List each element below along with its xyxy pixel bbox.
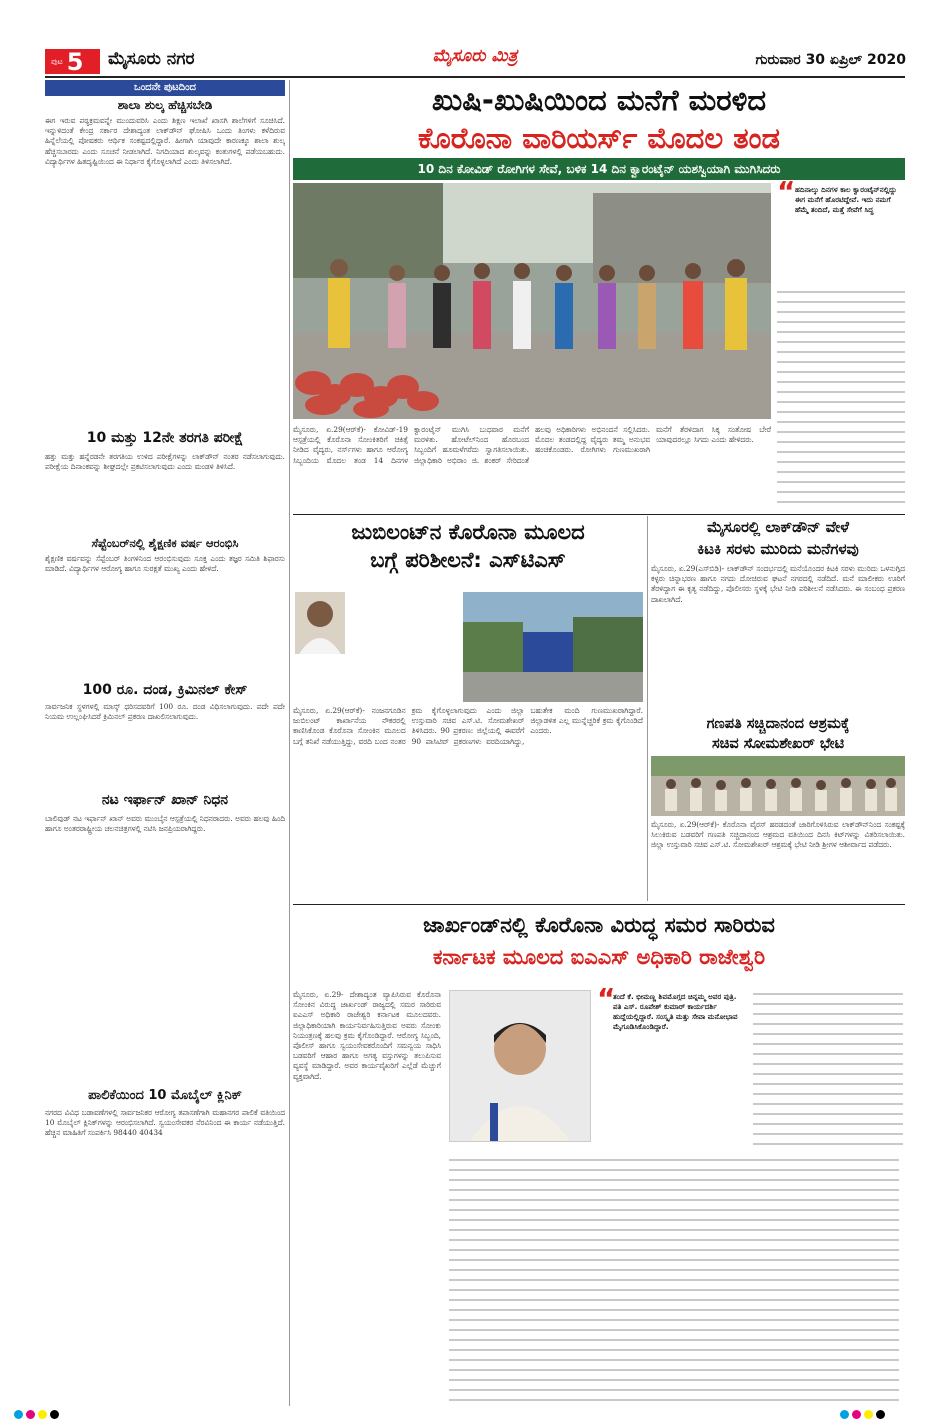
story-body: ಈಗ ಇರುವ ಪಠ್ಯಕ್ರಮವನ್ನೇ ಮುಂದುವರಿಸಿ ಎಂದು ಶಿಕ್ಷಣ ಇಲಾಖೆ ಖಾಸಗಿ ಶಾಲೆಗಳಿಗೆ ಸೂಚಿಸಿದೆ. ಇನ್ನುಳಿದಂತೆ ಕೇಂದ್ರ ಸರ್ಕಾರ ದೇಶಾದ್ಯಂತ ಲಾಕ್‌ಡೌನ್ ಘೋಷಿಸಿ ಒಂದು ತಿಂಗಳು ಕಳೆದಿರುವ ಹಿನ್ನೆಲೆಯಲ್ಲಿ ಪೋಷಕರು ಆರ್ಥಿಕ ಸಂಕಷ್ಟದಲ್ಲಿದ್ದಾರೆ. ಹೀಗಾಗಿ ಯಾವುದೇ ಕಾರಣಕ್ಕೂ ಶಾಲಾ ಶುಲ್ಕ ಹೆಚ್ಚಿಸಬಾರದು ಎಂದು ಸೂಚನೆ ನೀಡಲಾಗಿದೆ. ನಿಗದಿಯಾದ ಶುಲ್ಕವನ್ನು ಕಂತುಗಳಲ್ಲಿ ಪಡೆಯಬಹುದು. ವಿದ್ಯಾರ್ಥಿಗಳ ಹಿತದೃಷ್ಟಿಯಿಂದ ಈ ನಿರ್ಧಾರ ಕೈಗೊಳ್ಳಲಾಗಿದೆ ಎಂದು ತಿಳಿಸಲಾಗಿದೆ.	[45, 116, 285, 166]
story-title: 100 ರೂ. ದಂಡ, ಕ್ರಿಮಿನಲ್ ಕೇಸ್	[82, 682, 248, 698]
ias-story-body: ಮೈಸೂರು, ಏ.29- ದೇಶಾದ್ಯಂತ ವ್ಯಾಪಿಸಿರುವ ಕೊರೊನಾ ಸೋಂಕಿನ ವಿರುದ್ಧ ಜಾರ್ಖಂಡ್ ರಾಜ್ಯದಲ್ಲಿ ಸಮರ ಸಾರಿರುವ ಐಎಎಸ್ ಅಧಿಕಾರಿ ರಾಜೇಶ್ವರಿ ಕರ್ನಾಟಕ ಮೂಲದವರು. ಜಿಲ್ಲಾಧಿಕಾರಿಯಾಗಿ ಕಾರ್ಯನಿರ್ವಹಿಸುತ್ತಿರುವ ಅವರು ಸೋಂಕು ನಿಯಂತ್ರಣಕ್ಕೆ ಹಲವು ಕ್ರಮ ಕೈಗೊಂಡಿದ್ದಾರೆ. ಆರೋಗ್ಯ ಸಿಬ್ಬಂದಿ, ಪೊಲೀಸ್ ಹಾಗೂ ಸ್ವಯಂಸೇವಕರೊಂದಿಗೆ ಸಮನ್ವಯ ಸಾಧಿಸಿ ಬಡವರಿಗೆ ಆಹಾರ ಹಾಗೂ ಅಗತ್ಯ ವಸ್ತುಗಳನ್ನು ತಲುಪಿಸುವ ವ್ಯವಸ್ಥೆ ಮಾಡಿದ್ದಾರೆ. ಅವರ ಕಾರ್ಯವೈಖರಿಗೆ ಎಲ್ಲೆಡೆ ಮೆಚ್ಚುಗೆ ವ್ಯಕ್ತವಾಗಿದೆ.	[293, 990, 441, 1081]
jubilant-factory-photo	[463, 592, 643, 702]
lead-story-body: ಮೈಸೂರು, ಏ.29(ಆರ್‌ಕೆ)- ಕೋವಿಡ್-19 ಆಸ್ಪತ್ರೆಯಲ್ಲಿ ಕೊರೊನಾ ಸೋಂಕಿತರಿಗೆ ಚಿಕಿತ್ಸೆ ನೀಡಿದ ವೈದ್ಯರು, ನರ್ಸ್‌ಗಳು ಹಾಗೂ ಆರೋಗ್ಯ ಸಿಬ್ಬಂದಿಯ ಮೊದಲ ತಂಡ 14 ದಿನಗಳ ಕ್ವಾರಂಟೈನ್ ಮುಗಿಸಿ ಬುಧವಾರ ಮನೆಗೆ ಮರಳಿತು. ಹೋಟೆಲ್‌ನಿಂದ ಹೊರಬಂದ ಸಿಬ್ಬಂದಿಗೆ ಹೂಮಳೆಗರೆದು ಸ್ವಾಗತಿಸಲಾಯಿತು. ಜಿಲ್ಲಾಧಿಕಾರಿ ಅಭಿರಾಂ ಜಿ. ಶಂಕರ್ ಸೇರಿದಂತೆ ಹಲವು ಅಧಿಕಾರಿಗಳು ಅಭಿನಂದನೆ ಸಲ್ಲಿಸಿದರು. ಮೊದಲ ತಂಡದಲ್ಲಿದ್ದ ವೈದ್ಯರು ತಮ್ಮ ಅನುಭವ ಹಂಚಿಕೊಂಡರು. ರೋಗಿಗಳು ಗುಣಮುಖರಾಗಿ ಮನೆಗೆ ತೆರಳಿದಾಗ ಸಿಕ್ಕ ಸಂತೋಷ ಬೇರೆ ಯಾವುದರಲ್ಲೂ ಸಿಗದು ಎಂದು ಹೇಳಿದರು.	[293, 425, 771, 465]
story-body: ಸಾರ್ವಜನಿಕ ಸ್ಥಳಗಳಲ್ಲಿ ಮಾಸ್ಕ್ ಧರಿಸದವರಿಗೆ 100 ರೂ. ದಂಡ ವಿಧಿಸಲಾಗುವುದು. ಪದೇ ಪದೇ ನಿಯಮ ಉಲ್ಲಂಘಿಸಿದರೆ ಕ್ರಿಮಿನಲ್ ಪ್ರಕರಣ ದಾಖಲಿಸಲಾಗುವುದು.	[45, 702, 285, 722]
theft-story-body: ಮೈಸೂರು, ಏ.29(ಎಸ್‌ಬಿಡಿ)- ಲಾಕ್‌ಡೌನ್ ಸಂದರ್ಭದಲ್ಲಿ ಮನೆಯೊಂದರ ಕಿಟಕಿ ಸರಳು ಮುರಿದು ಒಳನುಗ್ಗಿದ ಕಳ್ಳರು ಚಿನ್ನಾಭರಣ ಹಾಗೂ ನಗದು ದೋಚಿರುವ ಘಟನೆ ನಗರದಲ್ಲಿ ನಡೆದಿದೆ. ಮನೆ ಮಾಲೀಕರು ಊರಿಗೆ ತೆರಳಿದ್ದಾಗ ಈ ಕೃತ್ಯ ನಡೆದಿದ್ದು, ಪೊಲೀಸರು ಸ್ಥಳಕ್ಕೆ ಭೇಟಿ ನೀಡಿ ಪರಿಶೀಲನೆ ನಡೆಸಿದರು. ಈ ಸಂಬಂಧ ಪ್ರಕರಣ ದಾಖಲಾಗಿದೆ.	[651, 564, 905, 604]
ganapathi-story	[651, 714, 905, 901]
page-number-badge	[45, 49, 100, 74]
factory-gate-illustration	[463, 592, 643, 702]
lead-story	[293, 80, 905, 510]
story-body: ನಗರದ ವಿವಿಧ ಬಡಾವಣೆಗಳಲ್ಲಿ ಸಾರ್ವಜನಿಕರ ಆರೋಗ್ಯ ತಪಾಸಣೆಗಾಗಿ ಮಹಾನಗರ ಪಾಲಿಕೆ ವತಿಯಿಂದ 10 ಮೊಬೈಲ್ ಕ್ಲಿನಿಕ್‌ಗಳನ್ನು ಆರಂಭಿಸಲಾಗಿದೆ. ಸ್ವಯಂಸೇವಕರ ನೆರವಿನಿಂದ ಈ ಕಾರ್ಯ ನಡೆಯುತ್ತಿದೆ. ಹೆಚ್ಚಿನ ಮಾಹಿತಿಗೆ ಸಂಪರ್ಕಿಸಿ 98440 40434	[45, 1108, 285, 1138]
ganapathi-headline-line1: ಗಣಪತಿ ಸಚ್ಚಿದಾನಂದ ಆಶ್ರಮಕ್ಕೆ	[706, 716, 850, 732]
lead-quote-text: ಹದಿನಾಲ್ಕು ದಿನಗಳ ಕಾಲ ಕ್ವಾರಂಟೈನ್‌ನಲ್ಲಿದ್ದು ಈಗ ಮನೆಗೆ ಹೊರಟಿದ್ದೇವೆ. ಇದು ನಮಗೆ ಹೆಮ್ಮೆ ತಂದಿದೆ, ಮತ್ತೆ ಸೇವೆಗೆ ಸಿದ್ಧ	[795, 185, 897, 214]
lead-story-body-right	[777, 288, 905, 508]
page-label: ಪುಟ	[51, 56, 63, 66]
minister-portrait	[295, 592, 345, 654]
story-body: ಬಾಲಿವುಡ್ ನಟ ಇರ್ಫಾನ್ ಖಾನ್ ಅವರು ಮುಂಬೈನ ಆಸ್ಪತ್ರೆಯಲ್ಲಿ ನಿಧನರಾದರು. ಅವರು ಹಲವು ಹಿಂದಿ ಹಾಗೂ ಅಂತರರಾಷ್ಟ್ರೀಯ ಚಲನಚಿತ್ರಗಳಲ್ಲಿ ನಟಿಸಿ ಜನಪ್ರಿಯರಾಗಿದ್ದರು.	[45, 814, 285, 834]
issue-date: ಗುರುವಾರ 30 ಏಪ್ರಿಲ್ 2020	[755, 52, 906, 68]
story-title: 10 ಮತ್ತು 12ನೇ ತರಗತಿ ಪರೀಕ್ಷೆ	[45, 430, 285, 446]
registration-dot	[840, 1410, 849, 1419]
theft-headline-line2: ಕಿಟಕಿ ಸರಳು ಮುರಿದು ಮನೆಗಳವು	[697, 540, 859, 558]
story-body: ಶೈಕ್ಷಣಿಕ ವರ್ಷವನ್ನು ಸೆಪ್ಟೆಂಬರ್ ತಿಂಗಳಿನಿಂದ ಆರಂಭಿಸುವುದು ಸೂಕ್ತ ಎಂದು ತಜ್ಞರ ಸಮಿತಿ ಶಿಫಾರಸು ಮಾಡಿದೆ. ವಿದ್ಯಾರ್ಥಿಗಳ ಆರೋಗ್ಯ ಹಾಗೂ ಸುರಕ್ಷತೆ ಮುಖ್ಯ ಎಂದು ಹೇಳಿದೆ.	[45, 554, 285, 574]
crowd-illustration	[651, 756, 905, 816]
ias-story-body-right	[753, 990, 903, 1150]
lead-photo-corona-warriors	[293, 183, 771, 419]
column-divider	[647, 516, 648, 901]
lead-subheadline: 10 ದಿನ ಕೋವಿಡ್ ರೋಗಿಗಳ ಸೇವೆ, ಬಳಿಕ 14 ದಿನ ಕ್ವಾರಂಟೈನ್ ಯಶಸ್ವಿಯಾಗಿ ಮುಗಿಸಿದರು	[293, 158, 905, 180]
lead-headline-line1: ಖುಷಿ-ಖುಷಿಯಿಂದ ಮನೆಗೆ ಮರಳಿದ	[431, 83, 767, 117]
section-rule	[293, 514, 905, 515]
group-photo-illustration	[293, 183, 771, 419]
section-title: ಮೈಸೂರು ನಗರ	[108, 49, 195, 69]
masthead-rule	[45, 76, 905, 78]
ganapathi-story-body: ಮೈಸೂರು, ಏ.29(ಆರ್‌ಕೆ)- ಕೊರೊನಾ ವೈರಸ್ ಹರಡದಂತೆ ಜಾರಿಗೊಳಿಸಿರುವ ಲಾಕ್‌ಡೌನ್‌ನಿಂದ ಸಂಕಷ್ಟಕ್ಕೆ ಸಿಲುಕಿರುವ ಬಡವರಿಗೆ ಗಣಪತಿ ಸಚ್ಚಿದಾನಂದ ಆಶ್ರಮದ ವತಿಯಿಂದ ದಿನಸಿ ಕಿಟ್‌ಗಳನ್ನು ವಿತರಿಸಲಾಯಿತು. ಜಿಲ್ಲಾ ಉಸ್ತುವಾರಿ ಸಚಿವ ಎಸ್.ಟಿ. ಸೋಮಶೇಖರ್ ಆಶ್ರಮಕ್ಕೆ ಭೇಟಿ ನೀಡಿ ಶ್ರೀಗಳ ಆಶೀರ್ವಾದ ಪಡೆದರು.	[651, 820, 905, 850]
jubilant-story	[293, 516, 643, 901]
registration-dot	[864, 1410, 873, 1419]
ias-quote-text: ತಂದೆ ಕೆ. ಭೀಮಣ್ಣ ಶಿವಮೊಗ್ಗದ ಚಿನ್ನಮ್ಮ ಅವರ ಪುತ್ರಿ. ಪತಿ ಎಸ್. ರೂಪೇಶ್ ಕುಮಾರ್ ಕಾರ್ಯದರ್ಶಿ ಹುದ್ದೆಯಲ್ಲಿದ್ದಾರೆ. ಸಂಸ್ಕೃತಿ ಮತ್ತು ಸೇವಾ ಮನೋಭಾವ ಮೈಗೂಡಿಸಿಕೊಂಡಿದ್ದಾರೆ.	[613, 992, 738, 1031]
continued-text-lines	[449, 1156, 899, 1401]
ias-quote-box	[597, 982, 747, 1150]
theft-headline-line1: ಮೈಸೂರಲ್ಲಿ ಲಾಕ್‌ಡೌನ್ ವೇಳೆ	[707, 518, 849, 536]
masthead	[0, 0, 945, 80]
lead-headline-line2: ಕೊರೊನಾ ವಾರಿಯರ್ಸ್ ಮೊದಲ ತಂಡ	[418, 121, 780, 155]
continued-text-lines	[753, 990, 903, 1150]
column-divider	[289, 80, 290, 1406]
quote-mark-icon: “	[777, 175, 796, 208]
story-title: ಸೆಪ್ಟೆಂಬರ್‌ನಲ್ಲಿ ಶೈಕ್ಷಣಿಕ ವರ್ಷ ಆರಂಭಿಸಿ	[91, 536, 239, 550]
story-title: ನಟ ಇರ್ಫಾನ್ ಖಾನ್ ನಿಧನ	[101, 792, 229, 808]
ashram-distribution-photo	[651, 756, 905, 816]
registration-dot	[50, 1410, 59, 1419]
officer-portrait-illustration	[450, 991, 590, 1141]
registration-dot	[26, 1410, 35, 1419]
ias-headline-line1: ಜಾರ್ಖಂಡ್‌ನಲ್ಲಿ ಕೊರೊನಾ ವಿರುದ್ಧ ಸಮರ ಸಾರಿರುವ	[423, 913, 775, 937]
ias-officer-portrait	[449, 990, 591, 1142]
jubilant-story-body: ಮೈಸೂರು, ಏ.29(ಆರ್‌ಕೆ)- ನಂಜನಗೂಡಿನ ಜುಬಿಲಂಟ್ ಕಾರ್ಖಾನೆಯ ನೌಕರರಲ್ಲಿ ಕಾಣಿಸಿಕೊಂಡ ಕೊರೊನಾ ಸೋಂಕಿನ ಮೂಲದ ಬಗ್ಗೆ ತನಿಖೆ ನಡೆಯುತ್ತಿದ್ದು, ವರದಿ ಬಂದ ನಂತರ ಕ್ರಮ ಕೈಗೊಳ್ಳಲಾಗುವುದು ಎಂದು ಜಿಲ್ಲಾ ಉಸ್ತುವಾರಿ ಸಚಿವ ಎಸ್.ಟಿ. ಸೋಮಶೇಖರ್ ತಿಳಿಸಿದರು. 90 ಪ್ರಕರಣ: ಜಿಲ್ಲೆಯಲ್ಲಿ ಈವರೆಗೆ 90 ಪಾಸಿಟಿವ್ ಪ್ರಕರಣಗಳು ವರದಿಯಾಗಿದ್ದು, ಬಹುತೇಕ ಮಂದಿ ಗುಣಮುಖರಾಗಿದ್ದಾರೆ. ಜಿಲ್ಲಾಡಳಿತ ಎಲ್ಲ ಮುನ್ನೆಚ್ಚರಿಕೆ ಕ್ರಮ ಕೈಗೊಂಡಿದೆ ಎಂದರು.	[293, 706, 643, 746]
jubilant-headline-line1: ಜುಬಿಲಂಟ್‌ನ ಕೊರೊನಾ ಮೂಲದ	[351, 520, 585, 544]
ias-headline-line2: ಕರ್ನಾಟಕ ಮೂಲದ ಐಎಎಸ್ ಅಧಿಕಾರಿ ರಾಜೇಶ್ವರಿ	[432, 945, 766, 969]
ganapathi-headline-line2: ಸಚಿವ ಸೋಮಶೇಖರ್ ಭೇಟಿ	[711, 736, 845, 752]
section-rule	[293, 904, 905, 905]
registration-dot	[852, 1410, 861, 1419]
registration-dot	[876, 1410, 885, 1419]
story-title: ಪಾಲಿಕೆಯಿಂದ 10 ಮೊಬೈಲ್ ಕ್ಲಿನಿಕ್	[88, 1088, 242, 1103]
continued-text-lines	[777, 288, 905, 508]
page-number: 5	[66, 47, 84, 76]
portrait-illustration	[295, 592, 345, 654]
ias-story	[293, 906, 905, 1406]
registration-marks	[0, 1406, 945, 1424]
left-column	[45, 80, 285, 1406]
story-body: ಹತ್ತು ಮತ್ತು ಹನ್ನೆರಡನೇ ತರಗತಿಯ ಉಳಿದ ಪರೀಕ್ಷೆಗಳನ್ನು ಲಾಕ್‌ಡೌನ್ ನಂತರ ನಡೆಸಲಾಗುವುದು. ಪರೀಕ್ಷೆಯ ದಿನಾಂಕವನ್ನು ಶೀಘ್ರದಲ್ಲೇ ಪ್ರಕಟಿಸಲಾಗುವುದು ಎಂದು ಮಂಡಳಿ ತಿಳಿಸಿದೆ.	[45, 452, 285, 472]
registration-dot	[14, 1410, 23, 1419]
registration-dot	[38, 1410, 47, 1419]
story-title: ಶಾಲಾ ಶುಲ್ಕ ಹೆಚ್ಚಿಸಬೇಡಿ	[117, 98, 213, 112]
lockdown-theft-story	[651, 516, 905, 714]
paper-name: ಮೈಸೂರು ಮಿತ್ರ	[432, 46, 518, 66]
continued-tag: ಒಂದನೇ ಪುಟದಿಂದ	[45, 80, 285, 96]
jubilant-headline-line2: ಬಗ್ಗೆ ಪರಿಶೀಲನೆ: ಎಸ್‌ಟಿಎಸ್	[370, 548, 566, 572]
ias-story-body-continued	[449, 1156, 899, 1401]
quote-mark-icon: “	[597, 982, 616, 1015]
lead-quote-box	[777, 175, 905, 293]
